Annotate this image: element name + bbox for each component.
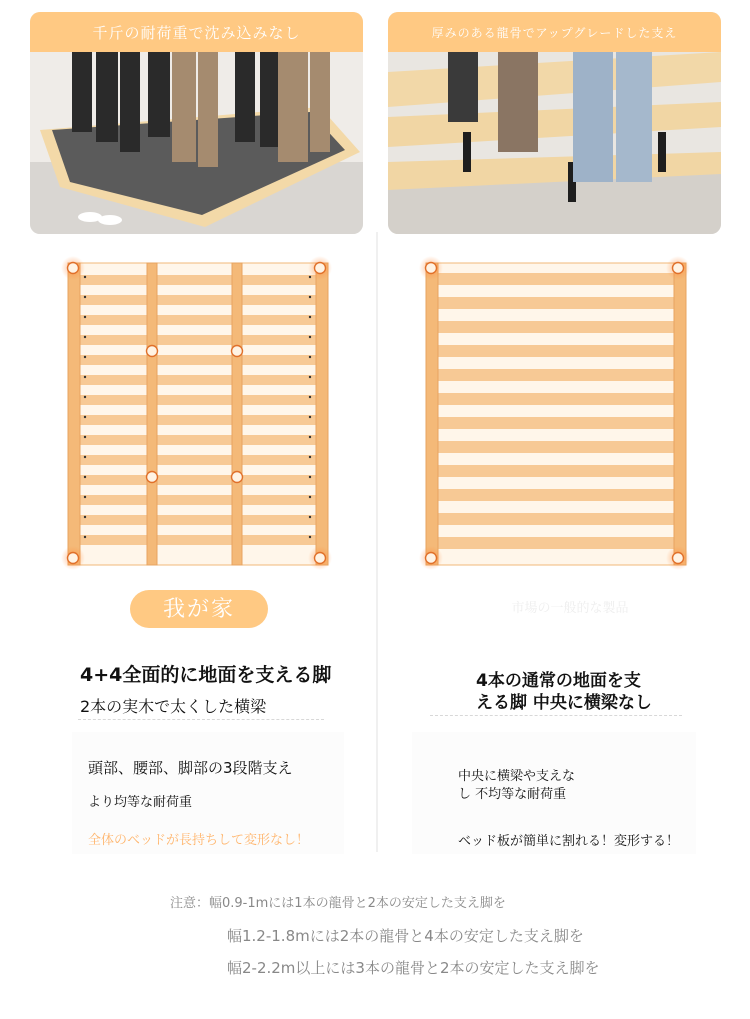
market-product-badge: 市場の一般的な製品 [511,601,629,616]
note-line-1: 注意：幅0.9-1mには1本の龍骨と2本の安定した支え脚を [170,896,506,911]
left-divider [78,719,324,720]
left-photo-banner: 千斤の耐荷重で沈み込みなし [30,12,363,52]
right-divider [430,715,682,716]
column-divider [376,232,378,852]
right-title-line-2: える脚 中央に横梁なし [476,693,652,713]
right-line-3: ベッド板が簡単に割れる！変形する！ [458,834,680,849]
right-line-1: 中央に横梁や支えな [458,769,576,784]
left-subtitle: 2本の実木で太くした横梁 [80,697,267,716]
reinforced-frame-diagram [60,255,340,575]
right-title-line-1: 4本の通常の地面を支 [476,671,641,691]
right-line-2: し 不均等な耐荷重 [458,787,567,802]
note-line-2: 幅1.2-1.8mには2本の龍骨と4本の安定した支え脚を [227,927,584,945]
standard-frame-diagram [418,255,698,575]
left-line-1: 頭部、腰部、脚部の3段階支え [88,759,293,777]
left-photo [30,12,363,234]
note-line-3: 幅2-2.2m以上には3本の龍骨と2本の安定した支え脚を [227,959,600,977]
left-highlight: 全体のベッドが長持ちして変形なし！ [88,833,310,848]
left-line-2: より均等な耐荷重 [88,795,193,810]
left-title: 4+4全面的に地面を支える脚 [80,664,332,686]
right-photo-banner: 厚みのある龍骨でアップグレードした支え [388,12,721,52]
our-product-badge: 我が家 [130,590,268,628]
right-photo [388,12,721,234]
